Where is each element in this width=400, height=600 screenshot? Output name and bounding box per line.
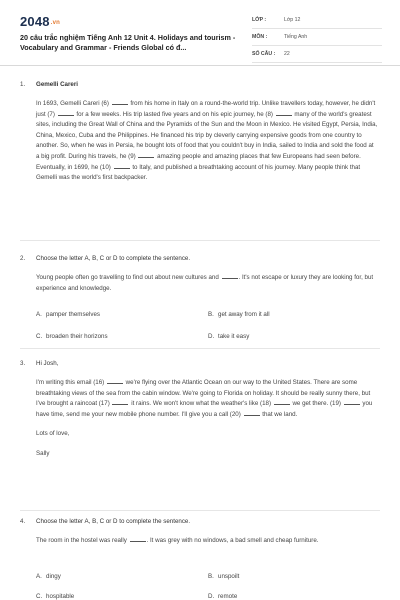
option-letter: C.	[36, 593, 43, 600]
stem-part: Young people often go travelling to find out about new cultures and	[36, 274, 221, 281]
passage-text: it rains. We won't know what the weather's like (18)	[129, 400, 273, 408]
site-logo[interactable]	[20, 14, 60, 29]
option-letter: C.	[36, 333, 43, 340]
passage-text: you have time, send me your new mobile phone number. I'll give you a call (20)	[36, 400, 373, 418]
option-c[interactable]	[36, 333, 108, 340]
email-passage	[36, 378, 378, 469]
meta-row-count	[252, 46, 382, 63]
question-number: 2.	[20, 255, 26, 262]
option-a[interactable]	[36, 311, 100, 318]
logo-suffix: .vn	[50, 19, 61, 26]
passage-text: from his home in Italy on a round-the-world trip. Unlike travellers today, however, he didn't just (7)	[36, 100, 376, 118]
option-b[interactable]	[208, 573, 239, 580]
question-title: Choose the letter A, B, C or D to complete the sentence.	[36, 518, 191, 525]
option-text: take it easy	[218, 333, 250, 340]
answer-blank[interactable]	[112, 399, 128, 405]
answer-blank[interactable]	[222, 273, 238, 279]
passage-text: that we land.	[260, 410, 298, 418]
answer-blank[interactable]	[114, 163, 130, 169]
meta-row-grade	[252, 12, 382, 29]
meta-value: Tiếng Anh	[284, 34, 308, 40]
meta-value: Lớp 12	[284, 17, 301, 23]
option-a[interactable]	[36, 573, 61, 580]
email-closing: Lots of love,	[36, 430, 70, 438]
stem-part: The room in the hostel was really	[36, 537, 129, 544]
passage-text: for a few weeks. His trip lasted five years and on his epic journey, he (8)	[74, 110, 275, 118]
divider	[20, 510, 380, 511]
passage-text: to Italy, and published a breathtaking account of his journey. Many people think that Gemelli was the world's first backpacker.	[36, 163, 361, 182]
answer-blank[interactable]	[244, 410, 260, 416]
stem-text	[36, 536, 378, 547]
stem-part: . It was grey with no windows, a bad smell and cheap furniture.	[146, 537, 319, 544]
answer-blank[interactable]	[344, 399, 360, 405]
option-d[interactable]	[208, 333, 249, 340]
question-stem	[36, 536, 378, 556]
answer-blank[interactable]	[107, 378, 123, 384]
answer-blank[interactable]	[130, 536, 146, 542]
question-title: Gemelli Careri	[36, 81, 78, 88]
document-title: 20 câu trắc nghiệm Tiếng Anh 12 Unit 4. Holidays and tourism - Vocabulary and Grammar - Friends Global có đ...	[20, 33, 236, 52]
meta-label: SỐ CÂU :	[252, 51, 276, 57]
passage-text: amazing people and amazing places that few Europeans had seen before. Eventually, in 1699, he (10)	[36, 152, 361, 171]
option-letter: D.	[208, 593, 215, 600]
option-text: dingy	[46, 573, 61, 580]
option-letter: A.	[36, 573, 42, 580]
passage-text: In 1693, Gemelli Careri (6)	[36, 100, 111, 107]
stem-part: . It's not escape or luxury they are looking for, but experience and knowledge.	[36, 274, 374, 292]
option-d[interactable]	[208, 593, 237, 600]
question-number: 3.	[20, 360, 26, 367]
logo-main: 2048	[20, 14, 50, 29]
stem-text	[36, 273, 378, 294]
question-number: 1.	[20, 81, 26, 88]
question-title: Hi Josh,	[36, 360, 59, 367]
option-letter: B.	[208, 311, 214, 318]
option-letter: A.	[36, 311, 42, 318]
meta-row-subject	[252, 29, 382, 46]
option-text: broaden their horizons	[46, 333, 108, 340]
document-meta	[252, 12, 382, 63]
option-letter: B.	[208, 573, 214, 580]
passage	[36, 99, 378, 193]
meta-label: LỚP :	[252, 17, 267, 23]
answer-blank[interactable]	[276, 110, 292, 116]
passage-paragraph	[36, 378, 378, 420]
email-signature: Sally	[36, 449, 50, 457]
answer-blank[interactable]	[274, 399, 290, 405]
option-letter: D.	[208, 333, 215, 340]
option-text: hospitable	[46, 593, 75, 600]
option-text: unspoilt	[218, 573, 240, 580]
option-text: get away from it all	[218, 311, 270, 318]
passage-text: we're flying over the Atlantic Ocean on our way to the United States. There are some breathtaking views of the sea from the cabin window. We're going to Florida on holiday. It should be really sunny there, but I've brought a raincoat (17)	[36, 379, 371, 408]
passage-paragraph	[36, 99, 378, 184]
meta-value: 22	[284, 51, 290, 57]
page-header	[0, 0, 400, 66]
passage-text: I'm writing this email (16)	[36, 379, 106, 386]
option-text: pamper themselves	[46, 311, 100, 318]
divider	[20, 240, 380, 241]
option-c[interactable]	[36, 593, 74, 600]
option-text: remote	[218, 593, 238, 600]
option-b[interactable]	[208, 311, 270, 318]
passage-text: many of the world's greatest sites, including the Great Wall of China and the Pyramids of the Sun and the Moon in Mexico. He visited Egypt, Persia, India, China, Mexico, Cuba and the Philippines. He financed his trip by cleverly carrying expensive goods from one country to another. So, when he was in Persia, he bought lots of food that you couldn't buy in India, sailed to India and sold the food at a big profit. During his travels, he (9)	[36, 110, 378, 160]
question-title: Choose the letter A, B, C or D to complete the sentence.	[36, 255, 191, 262]
meta-label: MÔN :	[252, 34, 268, 40]
passage-text: we get there. (19)	[290, 400, 343, 408]
answer-blank[interactable]	[58, 110, 74, 116]
divider	[20, 348, 380, 349]
answer-blank[interactable]	[138, 152, 154, 158]
answer-blank[interactable]	[112, 99, 128, 105]
question-stem	[36, 273, 378, 303]
question-number: 4.	[20, 518, 26, 525]
